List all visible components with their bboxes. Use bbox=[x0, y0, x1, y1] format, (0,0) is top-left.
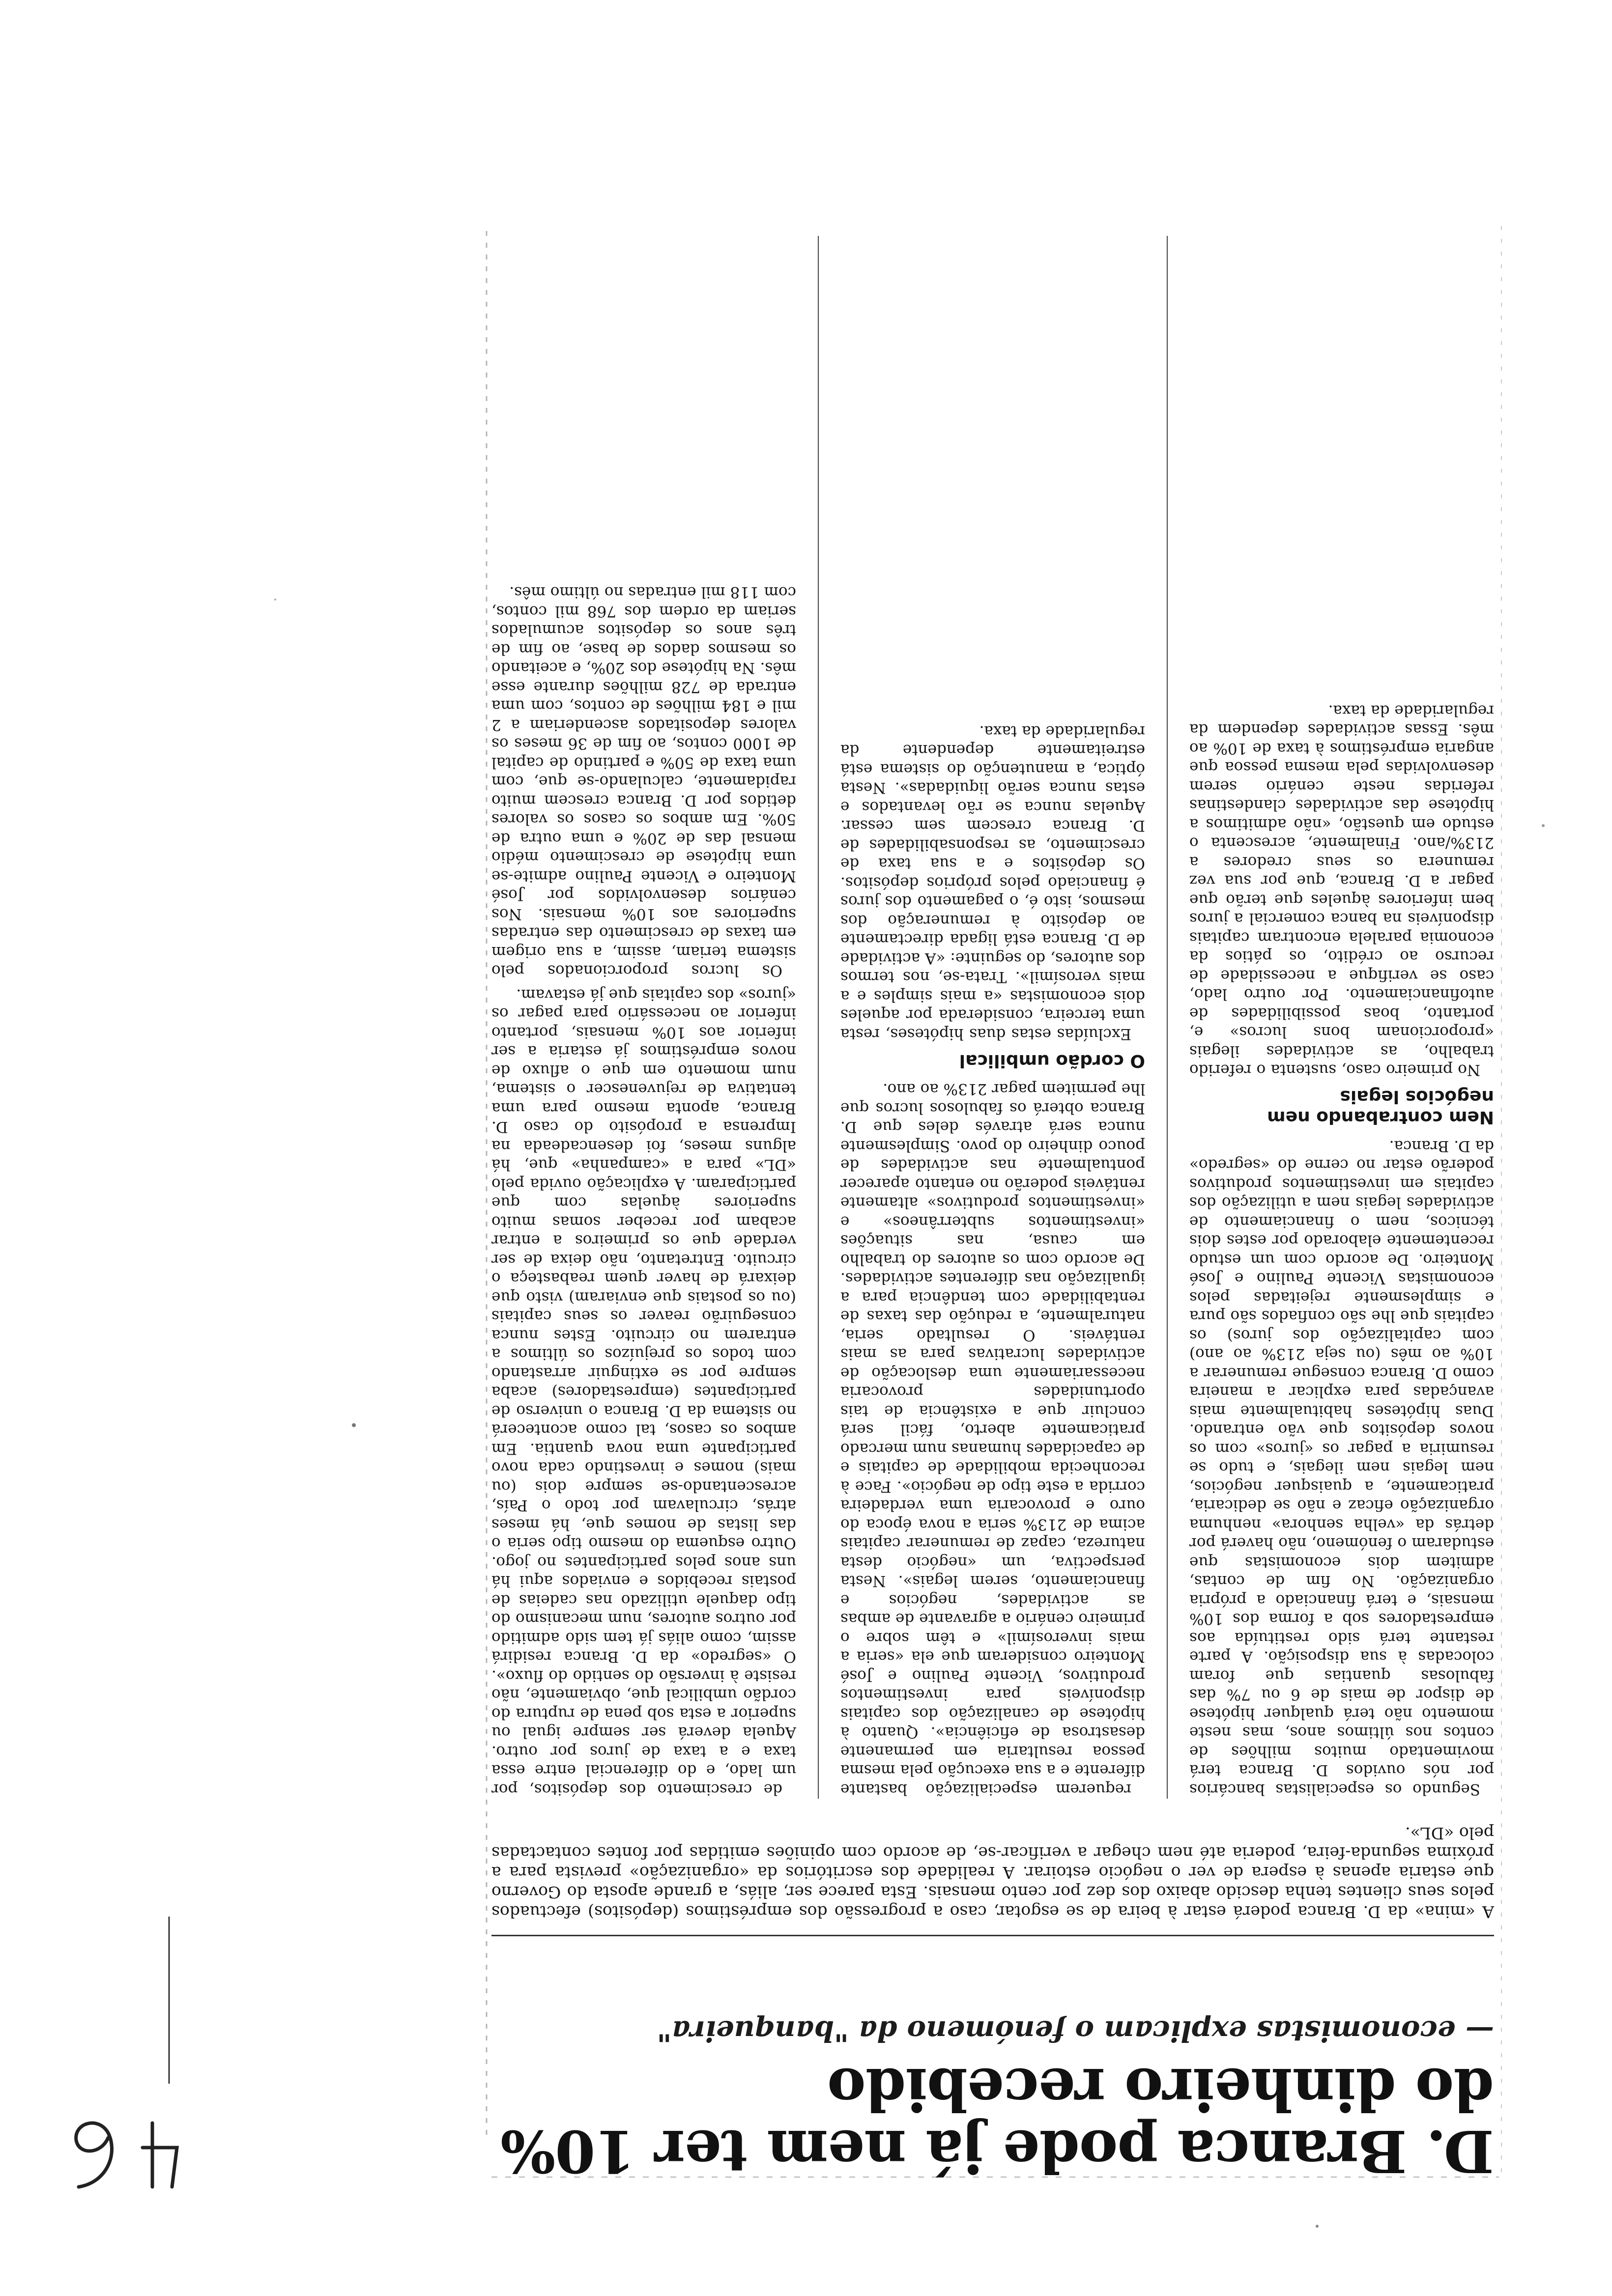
article-headline: D. Branca pode já nem ter 10% do dinheiro recebido bbox=[501, 2055, 1494, 2185]
newspaper-clipping bbox=[491, 226, 1494, 2185]
article-lead: A «mina» da D. Branca poderá estar à beira de se esgotar, caso a progressão dos empréstimos (depósitos) efectuados pelos seus clientes tenha descido abaixo dos dez por cento mensais. Esta parece ser, aliás, a grande aposta do Governo que estaria apenas à espera de ver o negócio estoirar. A realidade dos escritórios da «organização» prevista para a próxima segunda-feira, poderia até nem chegar a verificar-se, de acordo com opiniões emitidas por fontes contactadas pelo «DL». bbox=[491, 1824, 1494, 1922]
column-1 bbox=[1189, 236, 1494, 1799]
column-1b-paragraph: No primeiro caso, sustenta o referido trabalho, as actividades ilegais «proporcionam bons lucros» e, portanto, boas possibilidades de autofinanciamento. Por outro lado, caso se verifique a necessidade de recurso ao crédito, os pátios da economia paralela encontram capitais disponíveis na banca comercial a juros bem inferiores àqueles que terão que pagar a D. Branca, que por sua vez remunera os seus credores a 213%/ano. Finalmente, acrescenta o estudo em questão, «não admitimos a hipótese das actividades clandestinas referidas neste cenário serem desenvolvidas pela mesma pessoa que angaria empréstimos à taxa de 10% ao mês. Essas actividades dependem da regularidade da taxa. bbox=[1189, 702, 1494, 1079]
headline-block bbox=[491, 1926, 1494, 2185]
column-2b-paragraph: Excluídas estas duas hipóteses, resta uma terceira, considerada por aqueles dois economistas «a mais simples e a mais verosímil». Trata-se, nos termos dos autores, do seguinte: «A actividade de D. Branca está ligada directamente ao depósito à remuneração dos mesmos, isto é, o pagamento dos juros é financiado pelos próprios depósitos. Os depósitos e a sua taxa de crescimento, as responsabilidades de D. Branca crescem sem cessar. Aquelas nunca se rão levantados e estas nunca serão liquidadas». Nesta óptica, a manutenção do sistema está estreitamente dependente da regularidade da taxa. bbox=[840, 722, 1145, 1043]
column-1-heading: Nem contrabando nem negócios legais bbox=[1267, 1087, 1494, 1128]
article-columns bbox=[491, 236, 1494, 1799]
handwritten-number-drawing bbox=[54, 2108, 192, 2207]
column-2 bbox=[840, 236, 1145, 1799]
column-divider bbox=[1167, 236, 1168, 1799]
column-3-paragraph: de crescimento dos depósitos, por um lado, e do diferencial entre essa taxa e a taxa de juros por outro. Aquela deverá ser sempre igual ou superior a esta sob pena de ruptura do cordão umbilical que, obviamente, não resiste à inversão do sentido do fluxo». O «segredo» da D. Branca residirá assim, como aliás já tem sido admitido por outros autores, num mecanismo do tipo daquele utilizado nas cadeias de postais recebidos e enviados aqui há uns anos pelos participantes no jogo. Outro esquema do mesmo tipo seria o das listas de nomes que, há meses atrás, circulavam por todo o País, acrescentando-se sempre dois (ou mais) nomes e investindo cada novo participante uma nova quantia. Em ambos os casos, tal como acontecerá no sistema da D. Branca o universo de participantes (emprestadores) acaba sempre por se extinguir arrastando com todos os prejuízos os últimos a entrarem no circuito. Estes nunca conseguirão reaver os seus capitais (ou os postais que enviaram) visto que deixará de haver quem reabasteça o circuito. Entretanto, não deixa de ser verdade que os primeiros a entrar acabam por receber somas muito superiores àquelas com que participaram. A explicação ouvida pelo «DL» para a «campanha» que, há alguns meses, foi desencadeada na Imprensa a propósito do caso D. Branca, aponta mesmo para uma tentativa de rejuvenescer o sistema, num momento em que o afluxo de novos empréstimos já estaria a ser inferior aos 10% mensais, portanto inferior ao necessário para pagar os «juros» dos capitais que já estavam. bbox=[491, 986, 796, 1798]
article-subheadline: — economistas explicam o fenómeno da "banqueira" bbox=[657, 2014, 1494, 2048]
column-2-paragraph: requerem especialização bastante diferente e a sua execução pela mesma pessoa resultaria em permanente desastrosa de eficiência». Quanto à hipótese de canalização dos capitais disponíveis para investimentos produtivos, Vicente Paulino e José Monteiro consideram que ela «seria a mais inverosímil» e têm sobre o primeiro cenário a agravante de ambas as actividades, negócios e financiamento, serem legais». Nesta perspectiva, um «negócio desta natureza, capaz de remunerar capitais acima de 213% seria a nova época do ouro e provocaria uma verdadeira corrida a este tipo de negócio». Face à reconhecida mobilidade de capitais e de capacidades humanas num mercado praticamente aberto, fácil será concluir que a existência de tais oportunidades provocaria necessariamente uma deslocação de actividades lucrativas para as mais rentáveis. O resultado seria, naturalmente, a redução das taxas de rentabilidade com tendência para a igualização nas diferentes actividades. De acordo com os autores do trabalho em causa, nas situações «investimentos subterrâneos» e «investimentos produtivos» altamente rentáveis poderão no entanto aparecer pontualmente nas actividades de pouco dinheiro do povo. Simplesmente nunca será através deles que D. Branca obterá os fabulosos lucros que lhe permitem pagar 213% ao ano. bbox=[840, 1080, 1145, 1798]
column-3 bbox=[491, 236, 796, 1799]
margin-pen-stroke bbox=[167, 1917, 171, 2084]
column-2-heading: O cordão umbilical bbox=[959, 1051, 1145, 1071]
headline-rule bbox=[491, 1935, 1494, 1936]
column-1-paragraph: Segundo os especialistas bancários por nós ouvidos D. Branca terá movimentado muitos milhões de contos nos últimos anos, mas neste momento não terá qualquer hipótese de dispor de mais de 6 ou 7% das fabulosas quantias que foram colocadas à sua disposição. A parte restante terá sido restituída aos emprestadores sob a forma dos 10% mensais, e terá financiado a própria organização. No fim de contas, admitem dois economistas que estudaram o fenómeno, não haverá por detrás da «velha senhora» nenhuma organização eficaz e não se dedicaria, praticamente, a quaisquer negócios, nem legais nem ilegais, e tudo se resumiria a pagar os «juros» com os novos depósitos que vão entrando. Duas hipóteses habitualmente mais avançadas para explicar a maneira como D. Branca consegue remunerar a 10% ao mês (ou seja 213% ao ano) com capitalização dos juros) os capitais que lhe são confiados são pura e simplesmente rejeitadas pelos economistas Vicente Paulino e José Monteiro. De acordo com um estudo recentemente elaborado por estes dois técnicos, nem o financiamento de actividades legais nem a utilização dos capitais em investimentos produtivos poderão estar no cerne do «segredo» da D. Branca. bbox=[1189, 1137, 1494, 1798]
column-divider bbox=[818, 236, 819, 1799]
column-3-paragraph: Os lucros proporcionados pelo sistema teriam, assim, a sua origem em taxas de crescimento das entradas superiores aos 10% mensais. Nos cenários desenvolvidos por José Monteiro e Vicente Paulino admite-se uma hipótese de crescimento médio mensal das de 20% e uma outra de 50%. Em ambos os casos os valores detidos por D. Branca crescem muito rapidamente, calculando-se que, com uma taxa de 50% e partindo de capital de 1000 contos, ao fim de 36 meses os valores depositados ascenderiam a 2 mil e 184 milhões de contos, com uma entrada de 728 milhões durante esse mês. Na hipótese dos 20%, e aceitando os mesmos dados de base, ao fim de três anos os depósitos acumulados seriam da ordem dos 768 mil contos, com 118 mil entradas no último mês. bbox=[491, 583, 796, 980]
handwritten-page-number bbox=[54, 2108, 192, 2207]
